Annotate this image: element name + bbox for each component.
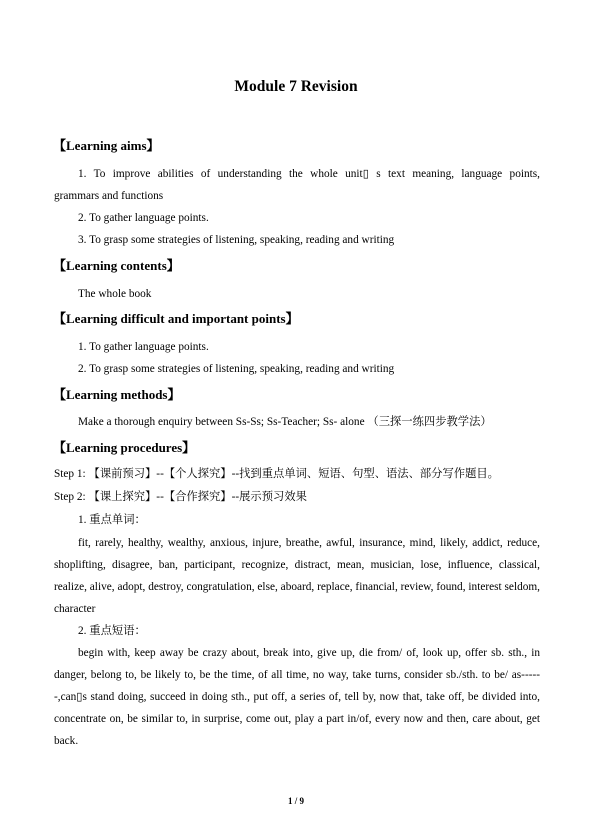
learning-contents-heading: 【Learning contents】 bbox=[53, 258, 180, 273]
page-number: 1 / 9 bbox=[287, 796, 304, 806]
key-words-label: 1. 重点单词： bbox=[78, 514, 146, 526]
learning-aims-heading: 【Learning aims】 bbox=[53, 138, 160, 153]
page-title: Module 7 Revision bbox=[234, 78, 358, 95]
learning-methods-heading: 【Learning methods】 bbox=[53, 387, 181, 402]
methods-text: Make a thorough enquiry between Ss-Ss; Ss-Teacher; Ss- alone （三探一练四步教学法） bbox=[78, 416, 492, 428]
learning-difficult-heading: 【Learning difficult and important points】 bbox=[53, 311, 299, 326]
step-1: Step 1: 【课前预习】--【个人探究】--找到重点单词、短语、句型、语法、部分写作题目。 bbox=[54, 468, 499, 480]
difficult-item-1: 1. To gather language points. bbox=[78, 341, 209, 353]
aims-item-1-line-1: 1. To improve abilities of understanding the whole unit▯ s text meaning, language points, bbox=[78, 168, 540, 180]
aims-item-1-line-2: grammars and functions bbox=[54, 190, 164, 202]
aims-item-2: 2. To gather language points. bbox=[78, 212, 209, 224]
contents-text: The whole book bbox=[78, 288, 152, 300]
learning-procedures-heading: 【Learning procedures】 bbox=[53, 440, 196, 455]
difficult-item-2: 2. To grasp some strategies of listening, speaking, reading and writing bbox=[78, 363, 395, 375]
step-2: Step 2: 【课上探究】--【合作探究】--展示预习效果 bbox=[54, 491, 307, 503]
key-words-paragraph: fit, rarely, healthy, wealthy, anxious, injure, breathe, awful, insurance, mind, likely, addict, reduce, shoplifting, disagree, ban, participant, recognize, distract, mean, musician, lose, influence, classical, realize, alive, adopt, destroy, congratulation, else, aboard, replace, financial, review, found, interest seldom, character bbox=[54, 537, 540, 615]
aims-item-3: 3. To grasp some strategies of listening, speaking, reading and writing bbox=[78, 234, 395, 246]
key-phrases-label: 2. 重点短语： bbox=[78, 625, 146, 637]
key-phrases-paragraph: begin with, keep away be crazy about, break into, give up, die from/ of, look up, offer sb. sth., in danger, belong to, be likely to, be the time, of all time, no way, take turns, consider sb./sth. to be/ as------,can▯s stand doing, succeed in doing sth., put off, a series of, tell by, now that, take off, be divided into, concentrate on, be similar to, in surprise, come out, play a part in/of, every now and then, care about, get back. bbox=[54, 647, 540, 747]
